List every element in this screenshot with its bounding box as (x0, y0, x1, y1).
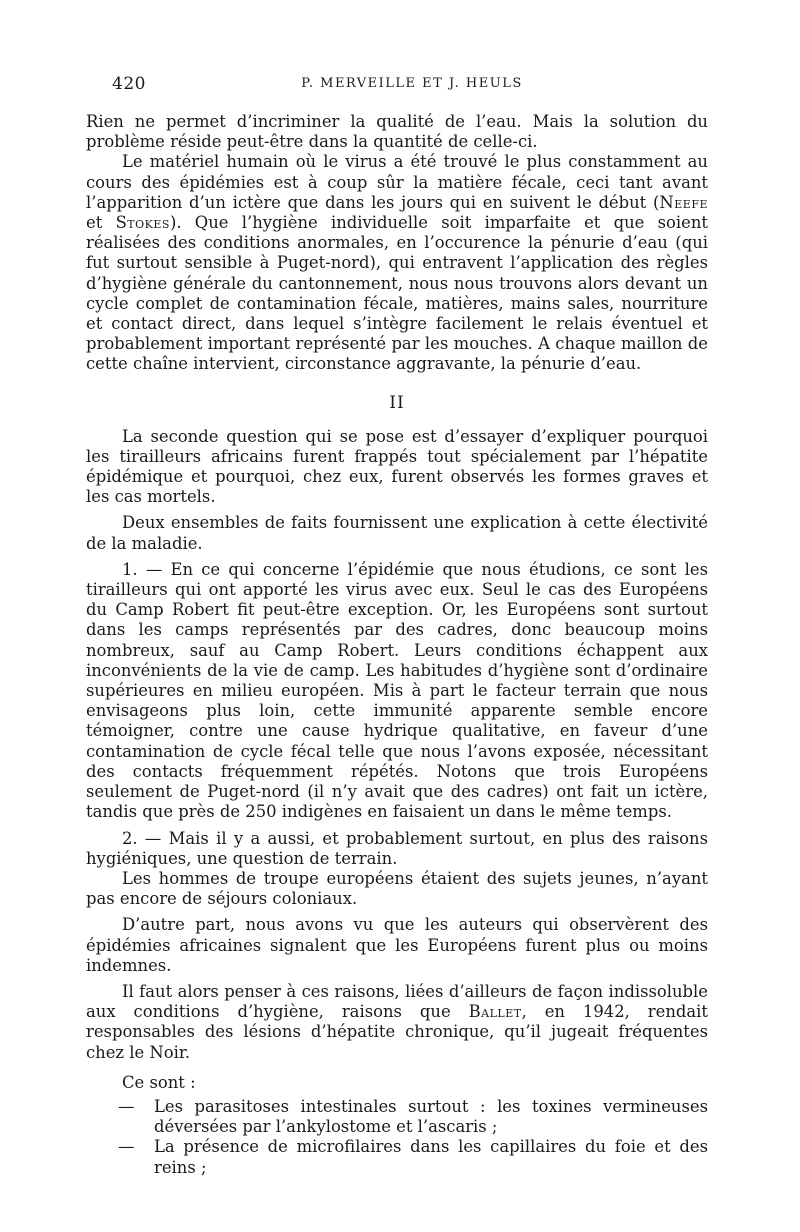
list-item (86, 1137, 708, 1177)
list-dash: — (118, 1096, 135, 1116)
author-neefe: Neefe (659, 192, 708, 212)
paragraph-7: Les hommes de troupe européens étaient des sujets jeunes, n’ayant pas encore de séjours coloniaux. (86, 868, 708, 909)
page-header (112, 74, 712, 96)
running-head: P. MERVEILLE ET J. HEULS (301, 76, 523, 91)
author-ballet: Ballet (468, 1002, 522, 1022)
page-number: 420 (112, 74, 146, 94)
paragraph-5: 1. — En ce qui concerne l’épidémie que nous étudions, ce sont les tirailleurs qui ont apporté les virus avec eux. Seul le cas des Européens du Camp Robert fit peut-être exception. Or, les Européens sont surtout dans les camps représentés par des cadres, donc beaucoup moins nombreux, sauf au Camp Robert. Leurs conditions échappent aux inconvénients de la vie de camp. Les habitudes d’hygiène sont d’ordinaire supérieures en milieu européen. Mis à part le facteur terrain que nous envisageons plus loin, cette immunité apparente semble encore témoigner, contre une cause hydrique qualitative, en faveur d’une contamination de cycle fécal telle que nous l’avons exposée, nécessitant des contacts fréquemment répétés. Notons que trois Européens seulement de Puget-nord (il n’y avait que des cadres) ont fait un ictère, tandis que près de 250 indigènes en faisaient un dans le même temps. (86, 559, 708, 822)
paragraph-4: Deux ensembles de faits fournissent une explication à cette électivité de la maladie. (86, 513, 708, 553)
paragraph-10: Ce sont : (122, 1072, 196, 1092)
list-item-text: Les parasitoses intestinales surtout : les toxines vermineuses déversées par l’ankylostome et l’ascaris ; (154, 1096, 708, 1137)
list-dash: — (118, 1137, 135, 1157)
page-body (86, 112, 708, 1178)
paragraph-6: 2. — Mais il y a aussi, et probablement surtout, en plus des raisons hygiéniques, une question de terrain. (86, 828, 708, 868)
paragraph-9 (86, 982, 708, 1063)
cause-list (86, 1097, 708, 1178)
paragraph-1: Rien ne permet d’incriminer la qualité de l’eau. Mais la solution du problème réside peut-être dans la quantité de celle-ci. (86, 112, 708, 152)
paragraph-2-conjunction: et (86, 213, 116, 233)
list-item-text: La présence de microfilaires dans les capillaires du foie et des reins ; (154, 1137, 708, 1177)
list-item (86, 1097, 708, 1137)
paragraph-2 (86, 152, 708, 374)
paragraph-2-end: ). Que l’hygiène individuelle soit imparfaite et que soient réalisées des conditions anormales, en l’occurence la pénurie d’eau (qui fut surtout sensible à Puget-nord), qui entravent l’application des règles d’hygiène générale du cantonnement, nous nous trouvons alors devant un cycle complet de contamination fécale, matières, mains sales, nourriture et contact direct, dans lequel s’intègre facilement le relais éventuel et probablement important représenté par les mouches. A chaque maillon de cette chaîne intervient, circonstance aggravante, la pénurie d’eau. (86, 213, 709, 374)
author-stokes: Stokes (115, 213, 170, 233)
paragraph-8: D’autre part, nous avons vu que les auteurs qui observèrent des épidémies africaines signalent que les Européens furent plus ou moins indemnes. (86, 915, 708, 975)
section-heading: II (389, 392, 405, 413)
paragraph-2-start: Le matériel humain où le virus a été trouvé le plus constamment au cours des épidémies est à coup sûr la matière fécale, ceci tant avant l’apparition d’un ictère que dans les jours qui en suivent le début ( (86, 152, 708, 212)
paragraph-3: La seconde question qui se pose est d’essayer d’expliquer pourquoi les tirailleurs africains furent frappés tout spécialement par l’hépatite épidémique et pourquoi, chez eux, furent observés les formes graves et les cas mortels. (86, 426, 708, 507)
paragraph-9-end: , en 1942, rendait responsables des lésions d’hépatite chronique, qu’il jugeait fréquentes chez le Noir. (86, 1002, 708, 1062)
paragraph-9-start: Il faut alors penser à ces raisons, liées d’ailleurs de façon indissoluble aux conditions d’hygiène, raisons que (86, 981, 708, 1022)
